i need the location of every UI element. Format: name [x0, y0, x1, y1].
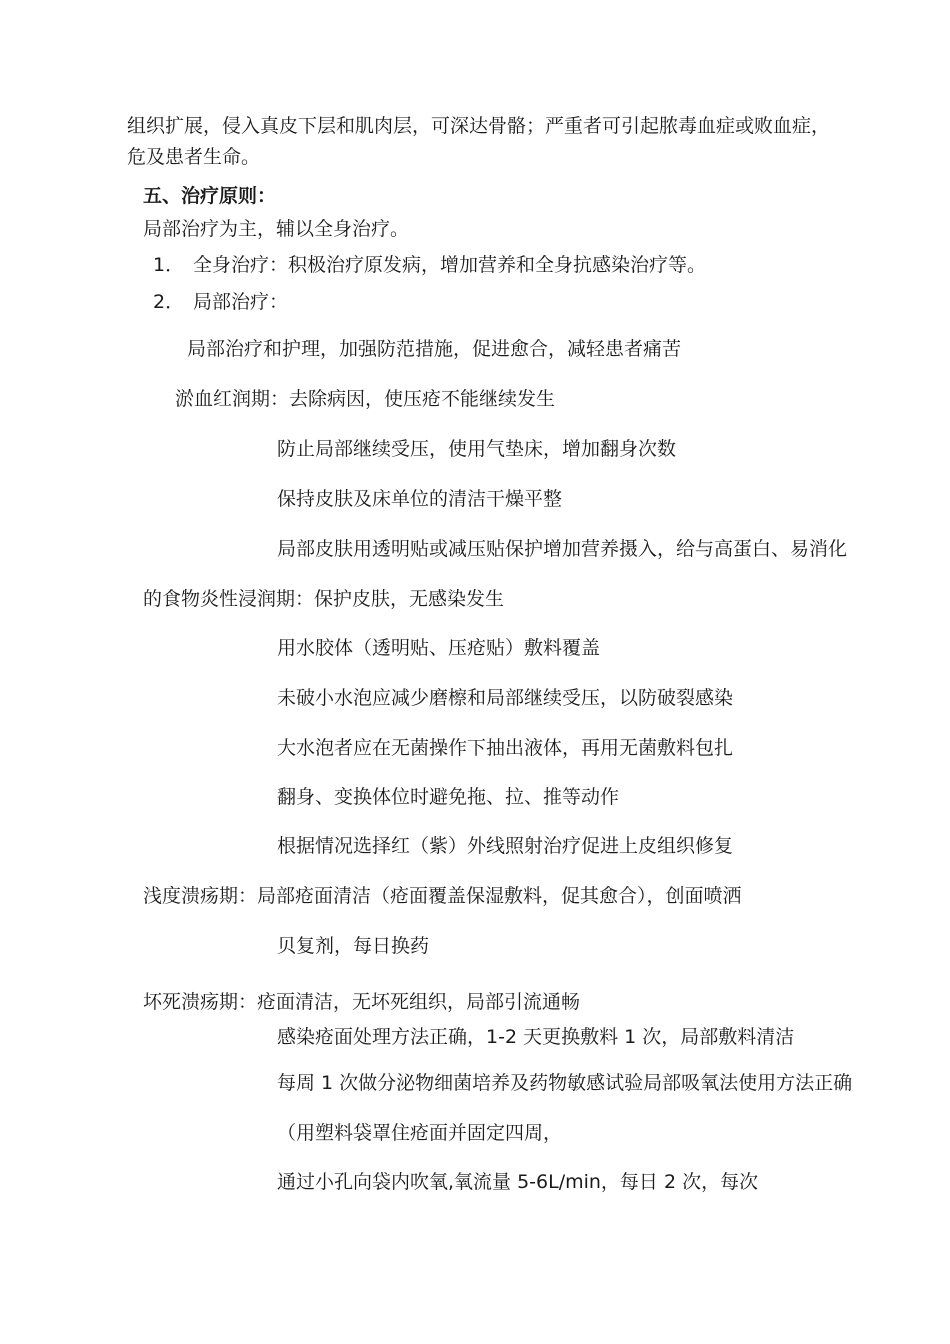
- paragraph-line: 保持皮肤及床单位的清洁干燥平整: [277, 488, 563, 510]
- paragraph-line: 局部治疗为主，辅以全身治疗。: [143, 218, 410, 240]
- paragraph-line: 大水泡者应在无菌操作下抽出液体，再用无菌敷料包扎: [277, 737, 734, 759]
- list-number: 1．: [153, 254, 185, 276]
- paragraph-line: 通过小孔向袋内吹氧,氧流量 5-6L/min，每日 2 次，每次: [277, 1171, 759, 1193]
- list-item-text: 局部治疗：: [193, 291, 289, 313]
- paragraph-line: 危及患者生命。: [127, 146, 261, 168]
- paragraph-line: 贝复剂，每日换药: [277, 935, 430, 957]
- paragraph-line: 用水胶体（透明贴、压疮贴）敷料覆盖: [277, 637, 601, 659]
- paragraph-line: 浅度溃疡期：局部疮面清洁（疮面覆盖保湿敷料，促其愈合），创面喷洒: [143, 885, 742, 907]
- list-number: 2．: [153, 291, 185, 313]
- paragraph-line: 局部治疗和护理，加强防范措施，促进愈合，减轻患者痛苦: [187, 338, 682, 360]
- list-item-text: 全身治疗：积极治疗原发病，增加营养和全身抗感染治疗等。: [193, 254, 707, 276]
- paragraph-line: 局部皮肤用透明贴或减压贴保护增加营养摄入，给与高蛋白、易消化: [277, 538, 848, 560]
- paragraph-line: 坏死溃疡期：疮面清洁，无坏死组织，局部引流通畅: [143, 991, 581, 1013]
- paragraph-line: 翻身、变换体位时避免拖、拉、推等动作: [277, 786, 620, 808]
- paragraph-line: 的食物炎性浸润期：保护皮肤，无感染发生: [143, 588, 505, 610]
- paragraph-line: 每周 1 次做分泌物细菌培养及药物敏感试验局部吸氧法使用方法正确: [277, 1072, 853, 1094]
- list-item: [153, 290, 288, 314]
- paragraph-line: 防止局部继续受压，使用气垫床，增加翻身次数: [277, 438, 677, 460]
- paragraph-line: （用塑料袋罩住疮面并固定四周，: [277, 1122, 563, 1144]
- paragraph-line: 根据情况选择红（紫）外线照射治疗促进上皮组织修复: [277, 835, 734, 857]
- paragraph-line: 淤血红润期：去除病因，使压疮不能继续发生: [175, 388, 556, 410]
- paragraph-line: 组织扩展，侵入真皮下层和肌肉层，可深达骨骼；严重者可引起脓毒血症或败血症，: [127, 115, 831, 137]
- paragraph-line: 感染疮面处理方法正确，1-2 天更换敷料 1 次，局部敷料清洁: [277, 1026, 795, 1048]
- list-item: [153, 253, 706, 277]
- paragraph-line: 未破小水泡应减少磨檫和局部继续受压，以防破裂感染: [277, 687, 734, 709]
- section-heading: 五、治疗原则：: [143, 185, 277, 207]
